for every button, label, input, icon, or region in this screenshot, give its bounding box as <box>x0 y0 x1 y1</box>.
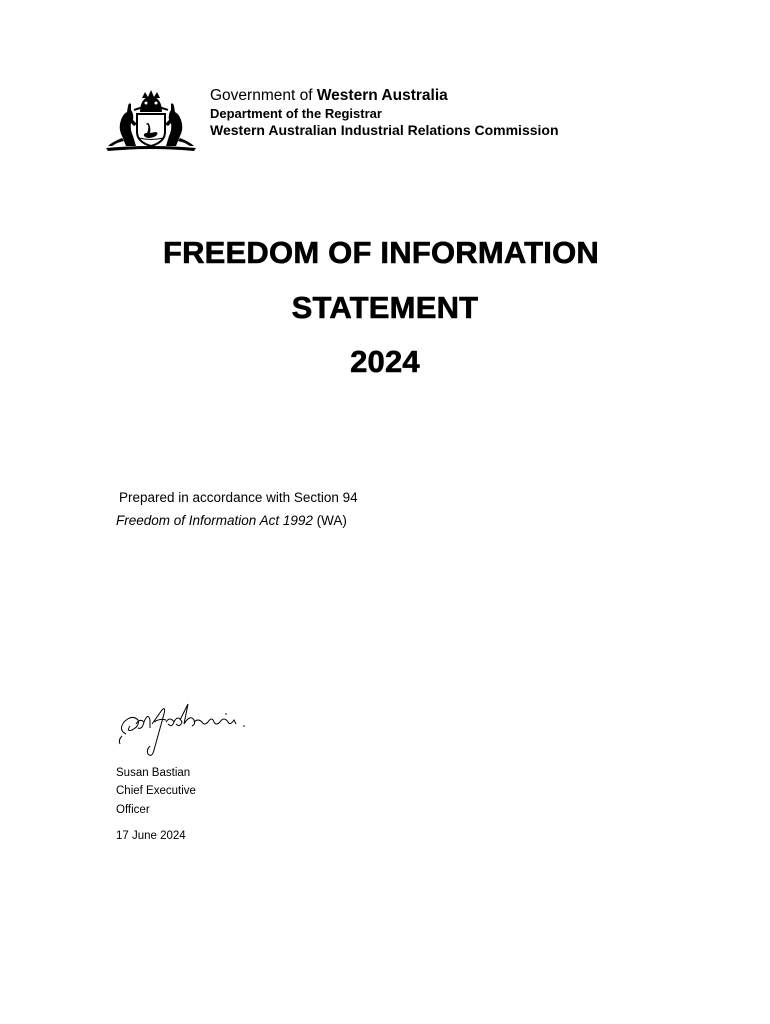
government-state: Western Australia <box>316 87 448 104</box>
letterhead <box>210 88 559 140</box>
prepared-statement: Prepared in accordance with Section 94 <box>119 490 358 505</box>
handwritten-signature <box>114 700 254 760</box>
wa-coat-of-arms-icon <box>104 86 198 152</box>
document-title-line1: FREEDOM OF INFORMATION <box>162 235 600 270</box>
signatory-name: Susan Bastian <box>116 767 191 779</box>
government-heading <box>210 88 559 107</box>
signatory-title-line1: Chief Executive <box>116 785 196 797</box>
signature-date: 17 June 2024 <box>116 830 186 842</box>
government-prefix: Government of <box>210 87 317 104</box>
act-name: Freedom of Information Act 1992 <box>116 513 313 528</box>
commission-name: Western Australian Industrial Relations Commission <box>210 122 559 138</box>
signatory-title-line2: Officer <box>116 804 150 816</box>
document-title-line2: STATEMENT <box>291 290 479 325</box>
department-name: Department of the Registrar <box>210 106 382 121</box>
act-jurisdiction: (WA) <box>312 513 347 528</box>
act-reference <box>116 513 347 528</box>
document-title-year: 2024 <box>350 344 420 379</box>
